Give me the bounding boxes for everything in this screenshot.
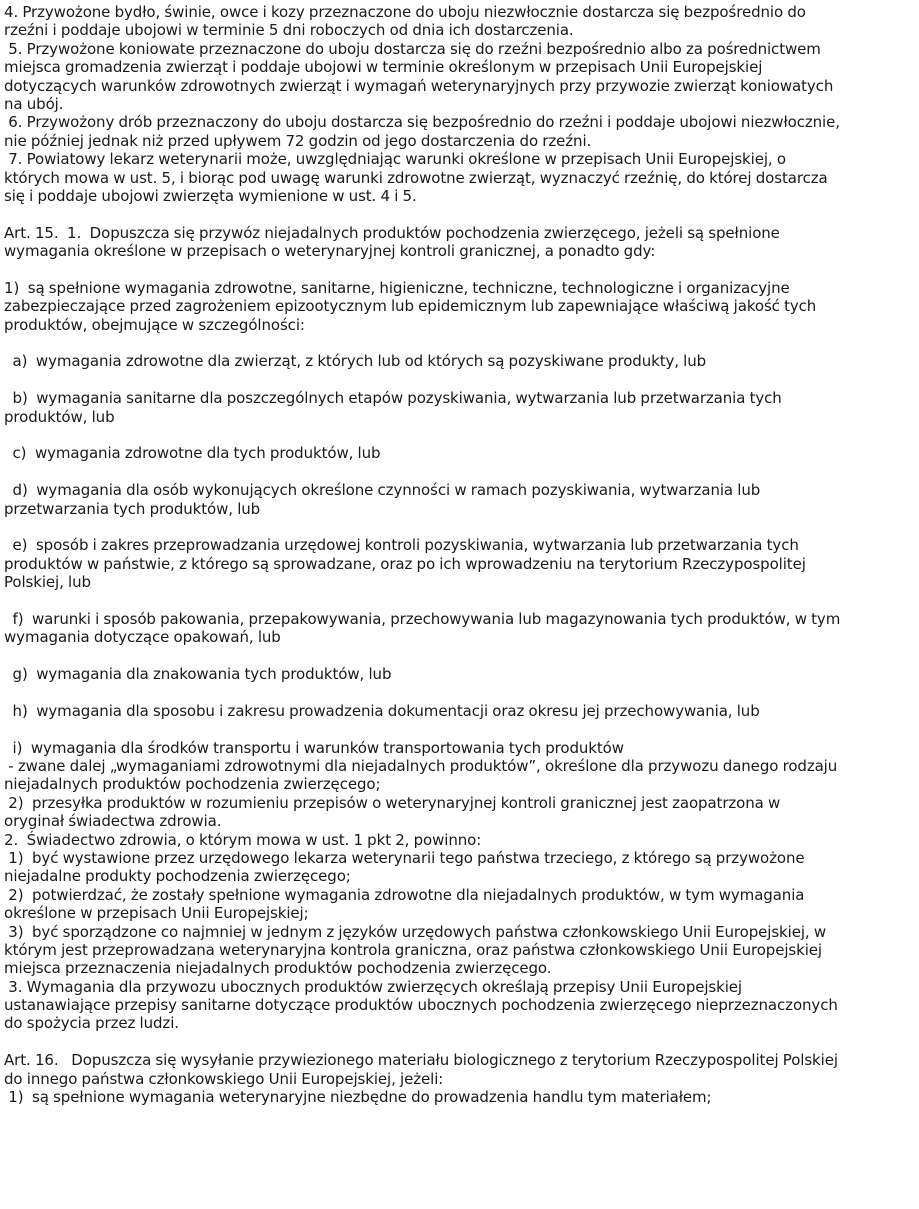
- paragraph: [4, 224, 915, 261]
- text-line: oryginał świadectwa zdrowia.: [4, 812, 222, 831]
- text-line: i) wymagania dla środków transportu i warunków transportowania tych produktów: [4, 738, 624, 757]
- paragraph: [4, 444, 915, 462]
- paragraph-gap: [4, 426, 915, 444]
- text-line: g) wymagania dla znakowania tych produktów, lub: [4, 665, 392, 684]
- text-line: do innego państwa członkowskiego Unii Europejskiej, jeżeli:: [4, 1069, 444, 1088]
- paragraph-gap: [4, 647, 915, 665]
- text-line: zabezpieczające przed zagrożeniem epizootycznym lub epidemicznym lub zapewniające właściwą jakość tych: [4, 297, 817, 316]
- paragraph-gap: [4, 260, 915, 278]
- text-line: h) wymagania dla sposobu i zakresu prowadzenia dokumentacji oraz okresu jej przechowywania, lub: [4, 701, 760, 720]
- text-line: niejadalnych produktów pochodzenia zwierzęcego;: [4, 775, 381, 794]
- text-line: b) wymagania sanitarne dla poszczególnych etapów pozyskiwania, wytwarzania lub przetwarzania tych: [4, 389, 782, 408]
- text-line: - zwane dalej „wymaganiami zdrowotnymi dla niejadalnych produktów”, określone dla przywozu danego rodzaju: [4, 757, 838, 776]
- paragraph: [4, 352, 915, 370]
- text-line: produktów, lub: [4, 407, 115, 426]
- text-line: produktów, obejmujące w szczególności:: [4, 315, 305, 334]
- text-line: którym jest przeprowadzana weterynaryjna kontrola graniczna, oraz państwa członkowskiego Unii Europejskiej: [4, 940, 822, 959]
- text-line: c) wymagania zdrowotne dla tych produktów, lub: [4, 444, 381, 463]
- text-line: Polskiej, lub: [4, 573, 91, 592]
- text-line: Art. 15. 1. Dopuszcza się przywóz niejadalnych produktów pochodzenia zwierzęcego, jeżeli są spełnione: [4, 223, 780, 242]
- text-line: których mowa w ust. 5, i biorąc pod uwagę warunki zdrowotne zwierząt, wyznaczyć rzeźnię, do której dostarcza: [4, 168, 828, 187]
- text-line: 1) być wystawione przez urzędowego lekarza weterynarii tego państwa trzeciego, z którego są przywożone: [4, 848, 805, 867]
- text-line: wymagania określone w przepisach o weterynaryjnej kontroli granicznej, a ponadto gdy:: [4, 242, 656, 261]
- text-line: określone w przepisach Unii Europejskiej;: [4, 904, 309, 923]
- text-line: 1) są spełnione wymagania zdrowotne, sanitarne, higieniczne, techniczne, technologiczne i organizacyjne: [4, 278, 790, 297]
- text-line: f) warunki i sposób pakowania, przepakowywania, przechowywania lub magazynowania tych produktów, w tym: [4, 609, 841, 628]
- paragraph-gap: [4, 518, 915, 536]
- text-line: 5. Przywożone koniowate przeznaczone do uboju dostarcza się do rzeźni bezpośrednio albo za pośrednictwem: [4, 39, 821, 58]
- text-line: do spożycia przez ludzi.: [4, 1014, 179, 1033]
- text-line: niejadalne produkty pochodzenia zwierzęcego;: [4, 867, 351, 886]
- text-line: na ubój.: [4, 94, 64, 113]
- text-line: 2) potwierdzać, że zostały spełnione wymagania zdrowotne dla niejadalnych produktów, w tym wymagania: [4, 885, 805, 904]
- paragraph: [4, 610, 915, 647]
- text-line: 6. Przywożony drób przeznaczony do uboju dostarcza się bezpośrednio do rzeźni i poddaje ubojowi niezwłocznie,: [4, 113, 840, 132]
- text-line: 3) być sporządzone co najmniej w jednym z języków urzędowych państwa członkowskiego Unii Europejskiej, w: [4, 922, 827, 941]
- text-line: wymagania dotyczące opakowań, lub: [4, 628, 281, 647]
- paragraph-gap: [4, 1033, 915, 1051]
- text-line: przetwarzania tych produktów, lub: [4, 499, 261, 518]
- paragraph: [4, 702, 915, 720]
- text-line: rzeźni i poddaje ubojowi w terminie 5 dni roboczych od dnia ich dostarczenia.: [4, 21, 574, 40]
- paragraph: [4, 279, 915, 334]
- text-line: nie później jednak niż przed upływem 72 godzin od jego dostarczenia do rzeźni.: [4, 131, 592, 150]
- text-line: a) wymagania zdrowotne dla zwierząt, z których lub od których są pozyskiwane produkty, lub: [4, 352, 707, 371]
- document-body: [4, 3, 915, 1106]
- paragraph-gap: [4, 334, 915, 352]
- paragraph: [4, 739, 915, 1033]
- text-line: 7. Powiatowy lekarz weterynarii może, uwzględniając warunki określone w przepisach Unii Europejskiej, o: [4, 150, 786, 169]
- text-line: 2. Świadectwo zdrowia, o którym mowa w ust. 1 pkt 2, powinno:: [4, 830, 482, 849]
- paragraph: [4, 3, 915, 205]
- text-line: dotyczących warunków zdrowotnych zwierząt i wymagań weterynaryjnych przy przywozie zwierząt koniowatych: [4, 76, 834, 95]
- text-line: się i poddaje ubojowi zwierzęta wymienione w ust. 4 i 5.: [4, 186, 417, 205]
- text-line: miejsca gromadzenia zwierząt i poddaje ubojowi w terminie określonym w przepisach Unii Europejskiej: [4, 58, 763, 77]
- text-line: 4. Przywożone bydło, świnie, owce i kozy przeznaczone do uboju niezwłocznie dostarcza się bezpośrednio do: [4, 3, 806, 21]
- text-line: Art. 16. Dopuszcza się wysyłanie przywiezionego materiału biologicznego z terytorium Rzeczypospolitej Polskiej: [4, 1051, 838, 1070]
- text-line: 2) przesyłka produktów w rozumieniu przepisów o weterynaryjnej kontroli granicznej jest zaopatrzona w: [4, 793, 781, 812]
- paragraph: [4, 389, 915, 426]
- paragraph: [4, 1051, 915, 1106]
- text-line: 1) są spełnione wymagania weterynaryjne niezbędne do prowadzenia handlu tym materiałem;: [4, 1088, 712, 1107]
- text-line: ustanawiające przepisy sanitarne dotyczące produktów ubocznych pochodzenia zwierzęcego nieprzeznaczonych: [4, 996, 838, 1015]
- paragraph-gap: [4, 371, 915, 389]
- paragraph: [4, 665, 915, 683]
- paragraph-gap: [4, 592, 915, 610]
- text-line: e) sposób i zakres przeprowadzania urzędowej kontroli pozyskiwania, wytwarzania lub przetwarzania tych: [4, 536, 799, 555]
- paragraph-gap: [4, 205, 915, 223]
- paragraph: [4, 536, 915, 591]
- text-line: miejsca przeznaczenia niejadalnych produktów pochodzenia zwierzęcego.: [4, 959, 552, 978]
- text-line: 3. Wymagania dla przywozu ubocznych produktów zwierzęcych określają przepisy Unii Europejskiej: [4, 977, 742, 996]
- paragraph-gap: [4, 463, 915, 481]
- text-line: d) wymagania dla osób wykonujących określone czynności w ramach pozyskiwania, wytwarzania lub: [4, 481, 761, 500]
- paragraph: [4, 481, 915, 518]
- text-line: produktów w państwie, z którego są sprowadzane, oraz po ich wprowadzeniu na terytorium Rzeczypospolitej: [4, 554, 806, 573]
- paragraph-gap: [4, 683, 915, 701]
- paragraph-gap: [4, 720, 915, 738]
